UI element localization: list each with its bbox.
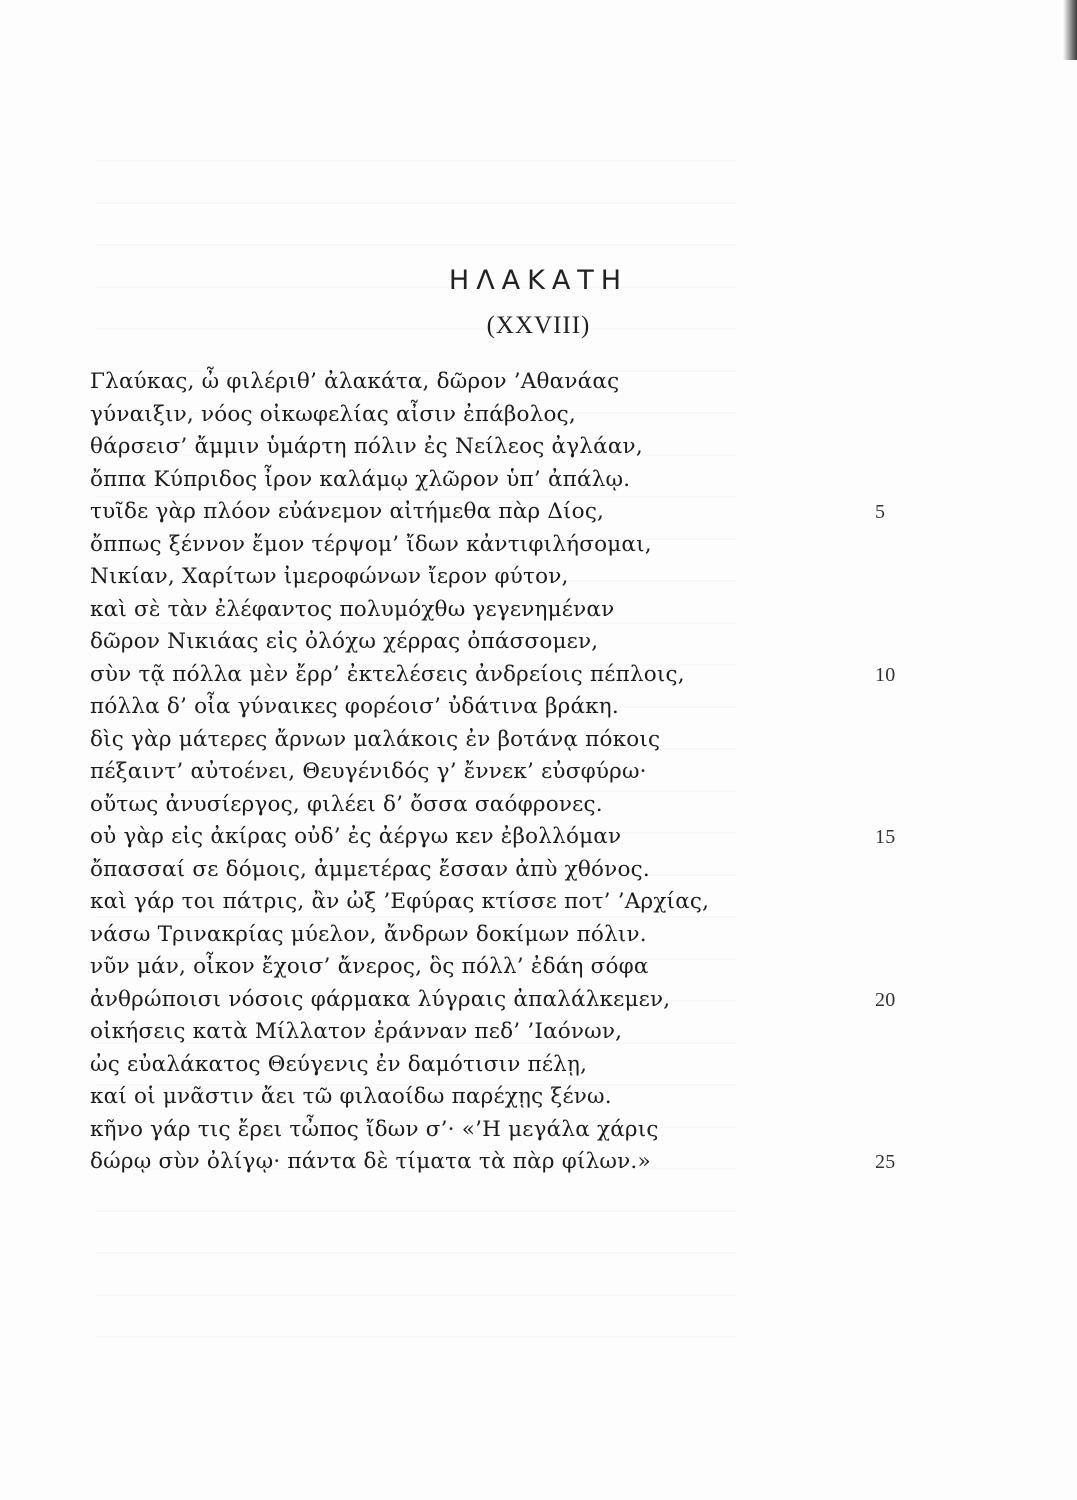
poem-line-text: ὄππα Κύπριδος ἶρον καλάμῳ χλῶρον ὑπ’ ἀπάλῳ. [90, 466, 631, 492]
poem-line-text: ὄππως ξέννον ἔμον τέρψομ’ ἴδων κἀντιφιλήσομαι, [90, 531, 652, 557]
poem-line [90, 854, 920, 887]
poem-line [90, 594, 920, 627]
line-number: 25 [875, 1151, 896, 1173]
poem-title: ΗΛΑΚΑΤΗ [448, 265, 629, 296]
poem-line-text: δώρῳ σὺν ὀλίγῳ· πάντα δὲ τίματα τὰ πὰρ φίλων.» [90, 1149, 651, 1174]
poem-line [90, 496, 920, 529]
poem-line [90, 1114, 920, 1147]
poem-line-text: δὶς γὰρ μάτερες ἄρνων μαλάκοις ἐν βοτάνᾳ πόκοις [90, 726, 661, 752]
poem-line [90, 984, 920, 1017]
poem-line [90, 919, 920, 952]
poem-line-text: ὄπασσαί σε δόμοις, ἀμμετέρας ἔσσαν ἀπὺ χθόνος. [90, 856, 650, 882]
poem-line-text: Νικίαν, Χαρίτων ἰμεροφώνων ἴερον φύτον, [90, 564, 569, 589]
poem-line [90, 951, 920, 984]
poem-line [90, 1049, 920, 1082]
poem-line [90, 626, 920, 659]
page-edge-shadow [1063, 0, 1077, 60]
poem-line [90, 561, 920, 594]
poem-line-text: καί οἱ μνᾶστιν ἄει τῶ φιλαοίδω παρέχῃς ξένω. [90, 1084, 612, 1109]
poem-line-text: γύναιξιν, νόος οἰκωφελίας αἶσιν ἐπάβολος, [90, 401, 576, 427]
poem-line-text: τυῖδε γὰρ πλόον εὐάνεμον αἰτήμεθα πὰρ Δίος, [90, 499, 605, 524]
poem-line-text: οὔτως ἀνυσίεργος, φιλέει δ’ ὄσσα σαόφρονες. [90, 791, 603, 817]
poem-line-text: πέξαιντ’ αὐτοένει, Θευγένιδός γ’ ἔννεκ’ εὐσφύρω· [90, 759, 647, 784]
poem-line-text: καὶ γάρ τοι πάτρις, ἂν ὠξ ’Εφύρας κτίσσε ποτ’ ’Αρχίας, [90, 889, 710, 914]
poem-line [90, 399, 920, 432]
poem-line-text: Γλαύκας, ὦ φιλέριθ’ ἀλακάτα, δῶρον ’Αθανάας [90, 369, 620, 394]
poem-line [90, 724, 920, 757]
line-number: 20 [875, 988, 896, 1011]
poem-line [90, 431, 920, 464]
poem-line [90, 464, 920, 497]
poem-line-text: σὺν τᾷ πόλλα μὲν ἔρρ’ ἐκτελέσεις ἀνδρείοις πέπλοις, [90, 661, 685, 687]
poem-line-text: θάρσεισ’ ἄμμιν ὑμάρτη πόλιν ἐς Νείλεος ἀγλάαν, [90, 434, 643, 459]
poem-line-text: δῶρον Νικιάας εἰς ὀλόχω χέρρας ὀπάσσομεν, [90, 629, 599, 654]
poem-line-text: νάσω Τρινακρίας μύελον, ἄνδρων δοκίμων πόλιν. [90, 921, 647, 947]
line-number: 15 [875, 826, 896, 848]
poem-text [90, 366, 920, 1179]
poem-line [90, 886, 920, 919]
line-number: 5 [875, 501, 886, 523]
poem-line-text: οἰκήσεις κατὰ Μίλλατον ἐράνναν πεδ’ ’Ιαόνων, [90, 1019, 623, 1044]
poem-line-text: οὐ γὰρ εἰς ἀκίρας οὐδ’ ἐς ἀέργω κεν ἐβολλόμαν [90, 824, 622, 849]
poem-line [90, 659, 920, 692]
poem-line-text: πόλλα δ’ οἶα γύναικες φορέοισ’ ὐδάτινα βράκη. [90, 694, 619, 719]
poem-line-text: κῆνο γάρ τις ἔρει τὦπος ἴδων σ’· «’Η μεγάλα χάρις [90, 1116, 659, 1142]
poem-line [90, 821, 920, 854]
line-number: 10 [875, 663, 896, 686]
poem-line [90, 1146, 920, 1179]
poem-line [90, 529, 920, 562]
poem-line-text: νῦν μάν, οἶκον ἔχοισ’ ἄνερος, ὃς πόλλ’ ἐδάη σόφα [90, 954, 649, 979]
poem-line [90, 789, 920, 822]
poem-number: (XXVIII) [486, 312, 591, 339]
poem-line [90, 1081, 920, 1114]
poem-line-text: ἀνθρώποισι νόσοις φάρμακα λύγραις ἀπαλάλκεμεν, [90, 986, 671, 1012]
poem-line [90, 691, 920, 724]
poem-line [90, 1016, 920, 1049]
poem-line [90, 756, 920, 789]
poem-line-text: ὠς εὐαλάκατος Θεύγενις ἐν δαμότισιν πέλῃ, [90, 1051, 588, 1077]
poem-line [90, 366, 920, 399]
poem-line-text: καὶ σὲ τὰν ἐλέφαντος πολυμόχθω γεγενημέναν [90, 596, 615, 622]
